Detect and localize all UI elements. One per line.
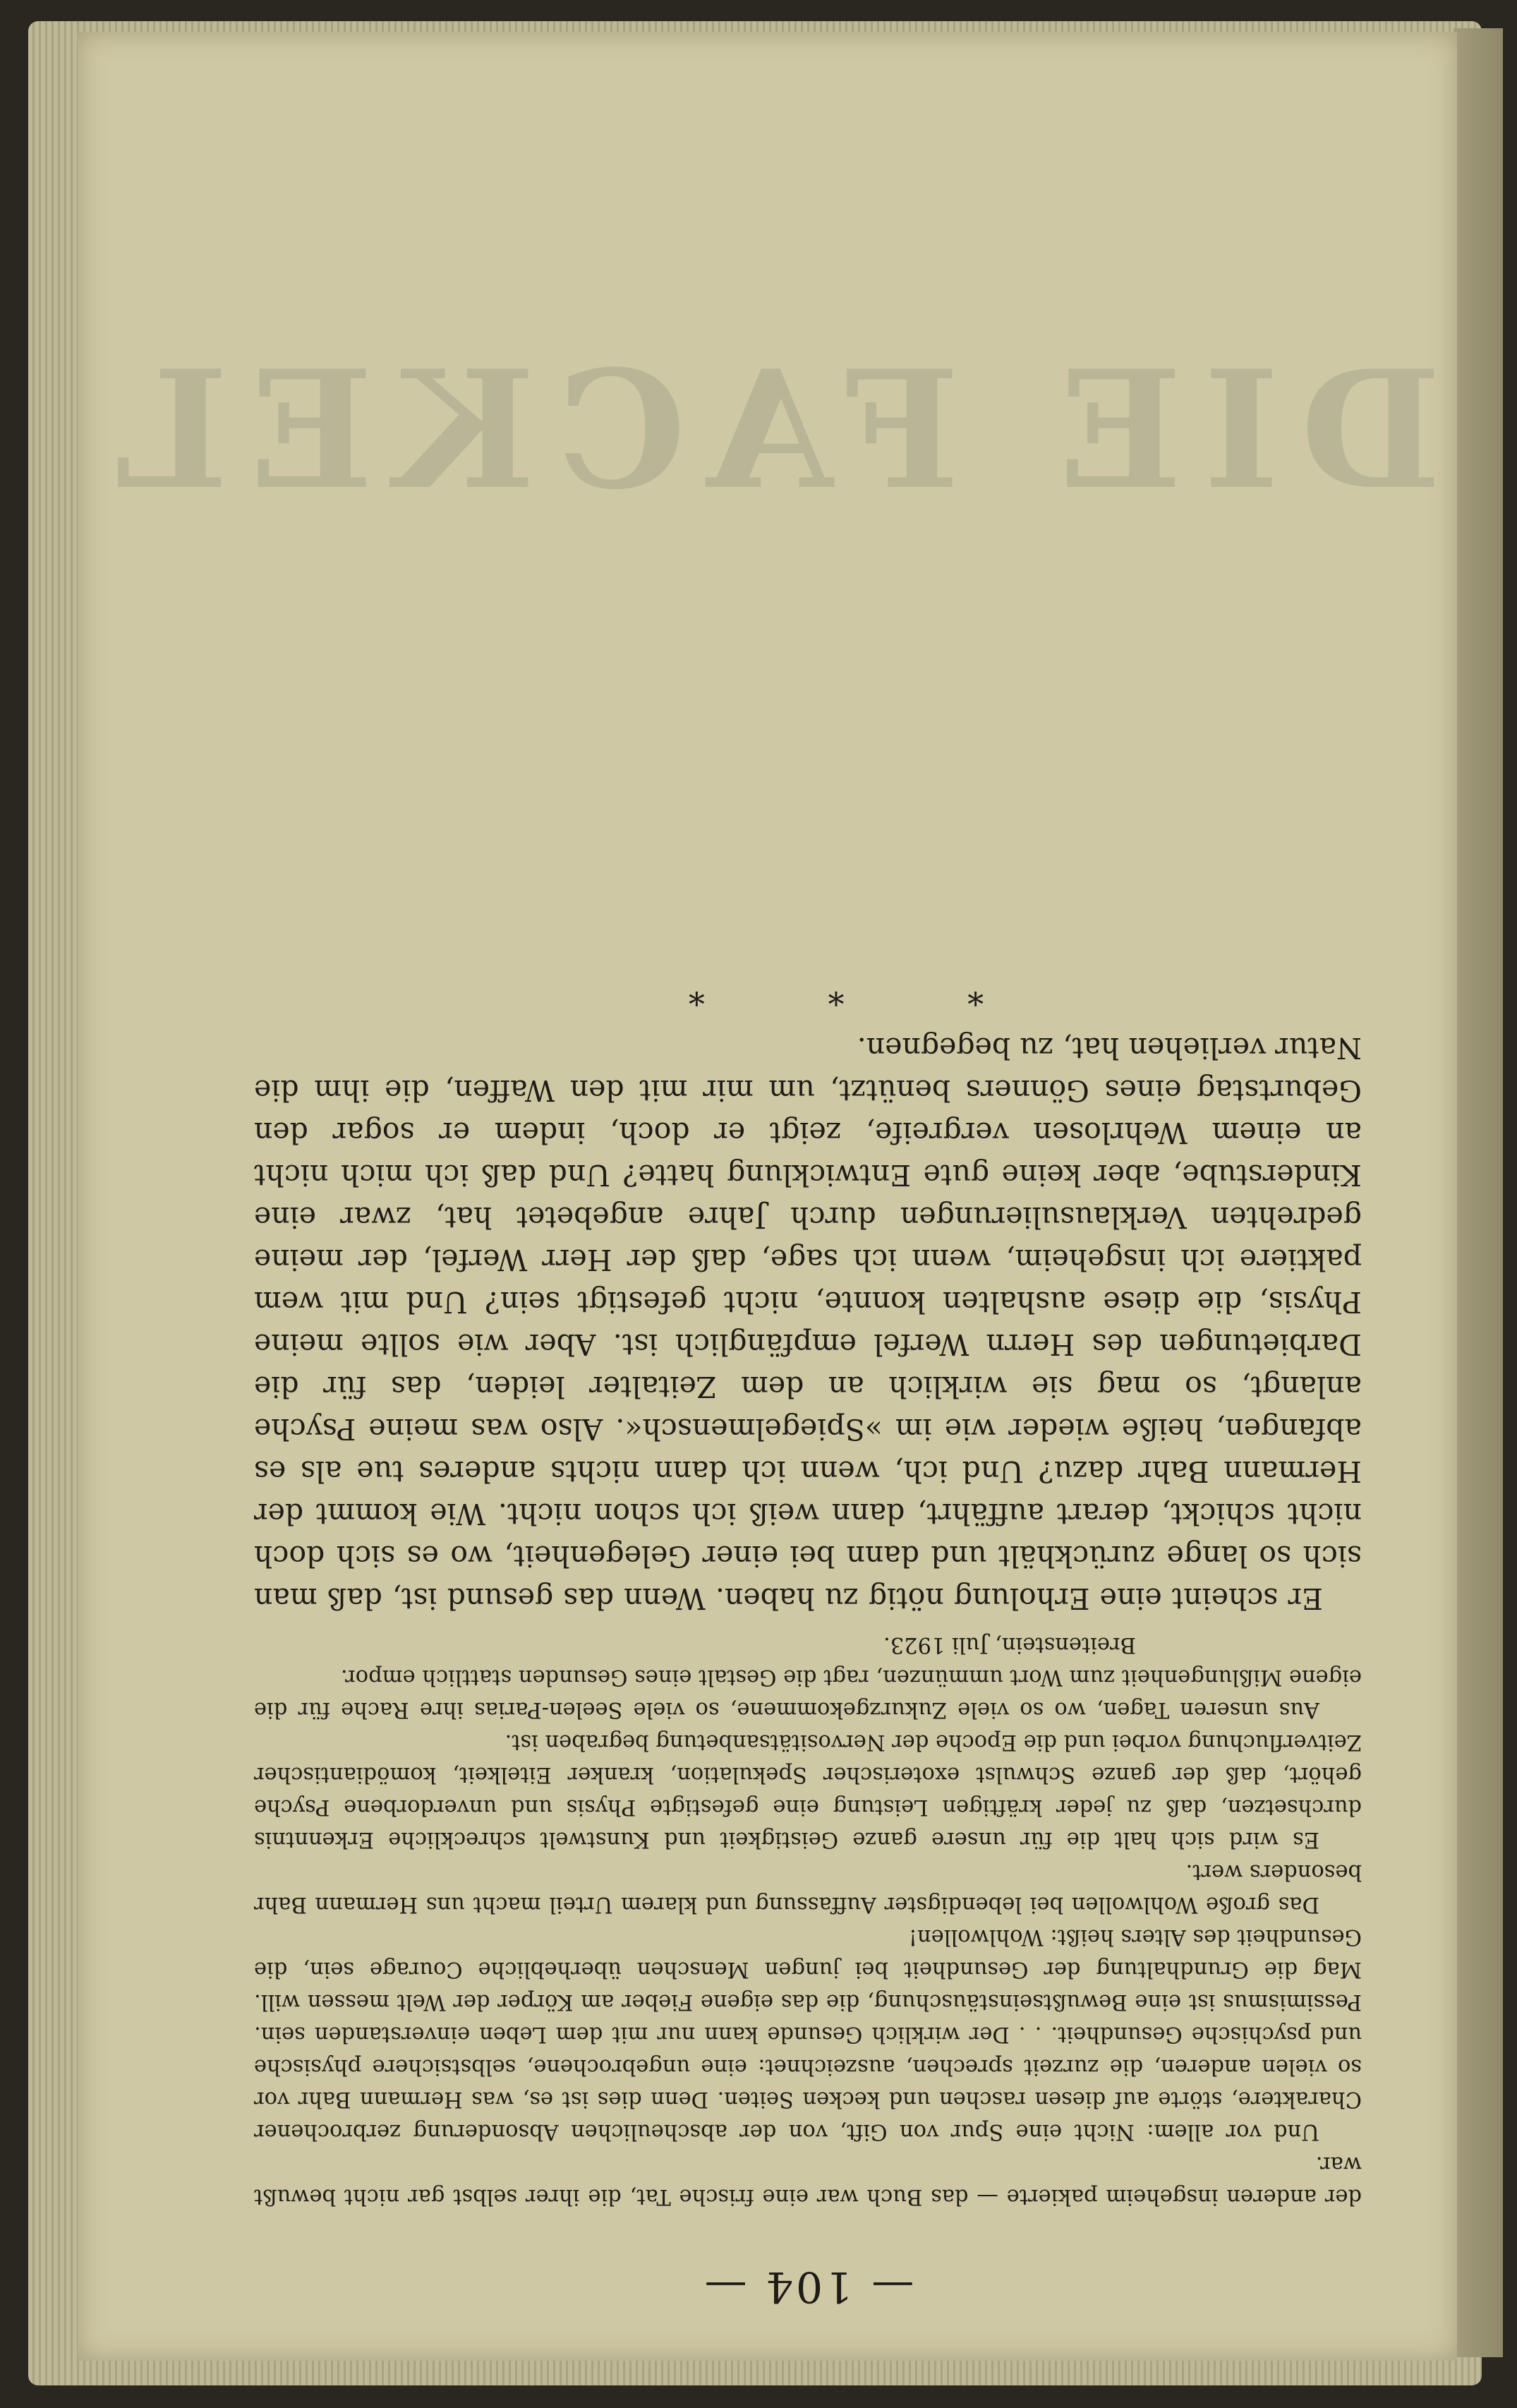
paragraph-small: der anderen insgeheim pakierte — das Buch war eine frische Tat, die ihrer selbst gar nicht bewußt war. (254, 2152, 1362, 2209)
paragraph-main: Er scheint eine Erholung nötig zu haben. Wenn das gesund ist, daß man sich so lange zurückhält und dann bei einer Gelegenheit, wo es sich doch nicht schickt, derart auffährt, dann weiß ich schon nicht. Wie kommt der Hermann Bahr dazu? Und ich, wenn ich dann nichts anderes tue als es abfangen, heiße wieder wie im »Spiegelmensch«. Also was meine Psyche anlangt, so mag sie wirklich an dem Zeitalter leiden, das für die Darbietungen des Herrn Werfel empfänglich ist. Aber wie sollte meine Physis, die diese aushalten konnte, nicht gefestigt sein? Und mit wem paktiere ich insgeheim, wenn ich sage, daß der Herr Werfel, der meine gedrehten Verklausulierungen durch Jahre angebetet hat, zwar eine Kinderstube, aber keine gute Entwicklung hatte? Und daß ich mich nicht an einem Wehrlosen vergreife, zeigt er doch, indem er sogar den Geburtstag eines Gönners benützt, um mir mit den Waffen, die ihm die Natur verliehen hat, zu begegnen. (254, 1031, 1362, 1615)
page-content (254, 194, 1362, 2311)
book-page (78, 32, 1457, 2361)
paragraph-small: Es wird sich halt die für unsere ganze Geistigkeit und Kunstwelt schreckliche Erkenntnis durchsetzen, daß zu jeder kräftigen Leistung eine gefestigte Physis und unverdorbene Psyche gehört, daß der ganze Schwulst exoterischer Spekulation, kranker Eitelkeit, komödiantischer Zeitverfluchung vorbei und die Epoche der Nervositätsanbetung begraben ist. (254, 1730, 1362, 1852)
paragraph-small: Aus unseren Tagen, wo so viele Zukurzgekommene, so viele Seelen-Parias ihre Rache für die eigene Mißlungenheit zum Wort ummünzen, ragt die Gestalt eines Gesunden stattlich empor. (254, 1665, 1362, 1722)
paragraph-small: Das große Wohlwollen bei lebendigster Auffassung und klarem Urteil macht uns Hermann Bahr besonders wert. (254, 1860, 1362, 1917)
section-separator: * * * (631, 975, 984, 1013)
place-date: Breitenstein, Juli 1923. (883, 1632, 1136, 1657)
page-number: — 104 — (701, 2262, 914, 2311)
paragraph-small: Und vor allem: Nicht eine Spur von Gift, von der abscheulichen Absonderung zerbrochener Charaktere, störte auf diesen raschen und kecken Seiten. Denn dies ist es, was Hermann Bahr vor so vielen anderen, die zurzeit sprechen, auszeichnet: eine ungebrochene, selbstsichere physische und psychische Gesundheit. . . Der wirklich Gesunde kann nur mit dem Leben einverstanden sein. Pessimismus ist eine Bewußtseinstäuschung, die das eigene Fieber am Körper der Welt messen will. Mag die Grundhaltung der Gesundheit bei jungen Menschen überhebliche Courage sein, die Gesundheit des Alters heißt: Wohlwollen! (254, 1925, 1362, 2144)
facing-page-edge (1453, 28, 1503, 2357)
show-through-title: DIE FACKEL (93, 335, 1442, 526)
